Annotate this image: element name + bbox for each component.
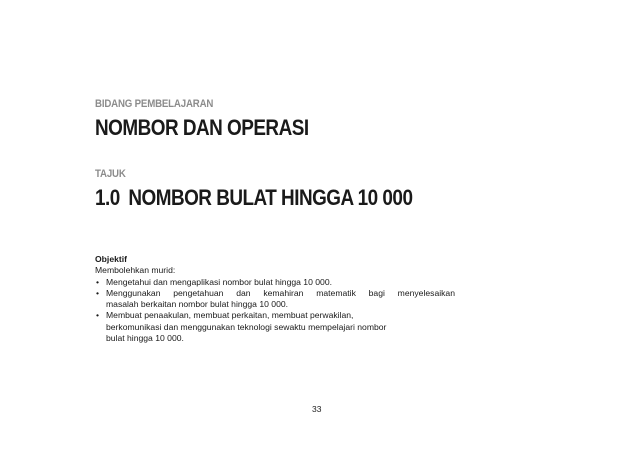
topic-number: 1.0 [95, 185, 120, 210]
bullet-icon: • [96, 276, 100, 287]
bullet-icon: • [96, 287, 100, 298]
objective-item-line: Mengetahui dan mengaplikasi nombor bulat hingga 10 000. [106, 276, 332, 287]
objective-item [95, 277, 455, 288]
topic-title [95, 186, 412, 210]
objective-item [95, 310, 455, 344]
objective-item-line: Membuat penaakulan, membuat perkaitan, membuat perwakilan, [106, 310, 354, 321]
objective-item-line: masalah berkaitan nombor bulat hingga 10 000. [106, 299, 289, 310]
objective-item [95, 288, 455, 311]
learning-area-label: BIDANG PEMBELAJARAN [95, 98, 214, 110]
objective-intro: Membolehkan murid: [95, 265, 176, 276]
objective-list [95, 277, 455, 345]
objective-block [95, 254, 455, 344]
bullet-icon: • [96, 310, 100, 321]
objective-item-line: bulat hingga 10 000. [106, 333, 184, 344]
learning-area-title: NOMBOR DAN OPERASI [95, 115, 309, 140]
page-number: 33 [312, 404, 322, 414]
objective-item-line: Menggunakan pengetahuan dan kemahiran matematik bagi menyelesaikan [106, 287, 455, 298]
topic-label: TAJUK [95, 168, 126, 180]
objective-title: Objektif [95, 254, 127, 264]
objective-item-line: berkomunikasi dan menggunakan teknologi sewaktu mempelajari nombor [106, 321, 387, 332]
topic-title-text: NOMBOR BULAT HINGGA 10 000 [128, 185, 413, 210]
